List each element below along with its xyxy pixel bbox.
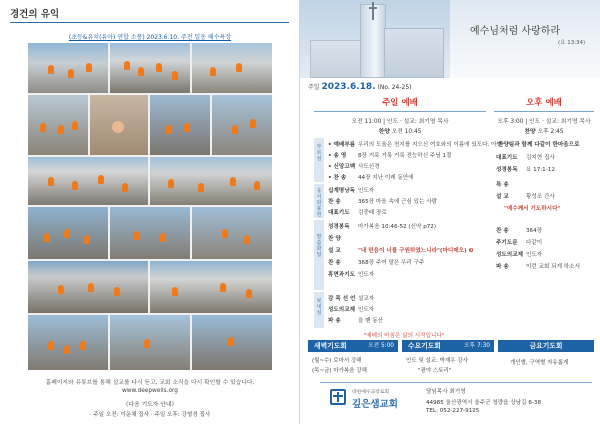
afternoon-service-time: 오후 3:00 | 인도 · 설교: 최기영 목사 — [497, 119, 591, 125]
church-name: 깊은샘교회 — [352, 399, 398, 410]
friday-line: 개인별, 구역별 자유롭게 — [510, 360, 569, 366]
church-address: 44985 울산광역시 울주군 청량읍 상남길 6-38 — [426, 400, 542, 406]
order-row — [328, 222, 436, 230]
friday-prayer-header — [498, 340, 594, 352]
wednesday-prayer-time: 오후 7:30 — [463, 343, 490, 349]
order-row — [496, 226, 542, 234]
church-building — [384, 28, 444, 78]
order-row — [328, 162, 380, 170]
afternoon-order — [496, 138, 596, 288]
photo — [192, 207, 272, 259]
row-value: 364장 — [526, 228, 543, 234]
row-label: 대표기도 — [496, 155, 518, 161]
row-value: 우리의 도움은 천지를 지으신 여호와의 이름에 있도다. 아멘 — [358, 142, 502, 148]
row-label: • 찬 송 — [328, 175, 347, 181]
row-label: 십계명낭독 — [328, 188, 356, 194]
photo — [110, 207, 190, 259]
date-prefix: 주일 — [308, 84, 320, 91]
choir-label: 찬양 — [524, 129, 536, 135]
row-value: 김중태 장로 — [358, 210, 387, 216]
row-value: 8장 거룩 거룩 거룩 전능하신 주님 1절 — [358, 153, 452, 159]
row-label: • 예배부름 — [328, 142, 356, 148]
photo — [212, 95, 272, 155]
row-label: 찬 송 — [328, 199, 341, 205]
banner-image — [300, 0, 600, 78]
choir-value: 오전 10:45 — [391, 129, 422, 135]
row-value: 368장 주여 말은 우리 구주 — [358, 260, 425, 266]
order-row — [496, 153, 555, 161]
bulletin-date — [308, 82, 412, 92]
main-choir-time — [314, 126, 486, 135]
row-value: 요 17:1-12 — [526, 167, 555, 173]
row-label: 성도의교제 — [496, 252, 524, 258]
photo — [28, 157, 148, 205]
row-label: 감 목 선 언 — [328, 296, 356, 302]
row-label: 찬 양 — [328, 236, 341, 242]
main-service-time: 오전 11:00 | 인도 · 설교: 최기영 목사 — [351, 119, 449, 125]
row-label: 휴면과기도 — [328, 272, 356, 278]
row-value: 인도자 — [358, 272, 375, 278]
row-label: 찬 송 — [328, 260, 341, 266]
afternoon-service-title: 오후 예배 — [526, 98, 562, 108]
photo — [28, 43, 108, 93]
next-prayer-line: · 주일 오전: 이운채 집사 · 주일 오후: 강형경 집사 — [89, 412, 211, 418]
cross-icon — [369, 2, 377, 20]
photo-collage — [28, 43, 272, 370]
dawn-prayer-title: 새벽기도회 — [314, 342, 347, 350]
order-row — [328, 316, 383, 324]
right-panel — [300, 0, 600, 424]
row-value: 인도자 — [526, 252, 543, 258]
order-row — [328, 140, 502, 148]
church-building — [310, 40, 362, 78]
order-row — [496, 192, 555, 200]
divider — [314, 111, 486, 112]
photo — [28, 315, 108, 370]
senior-pastor: 담임목사 최기영 — [426, 389, 466, 395]
sermon-title: "내 믿음이 너를 구원하였느니라"(마디매오) ❸ — [358, 248, 474, 254]
row-label: 파 송 — [328, 318, 341, 324]
order-row — [496, 238, 542, 246]
wednesday-prayer-header — [402, 340, 494, 352]
divider — [494, 111, 594, 112]
photo — [192, 43, 272, 93]
photo — [110, 43, 190, 93]
sermon-notice: 홈페이지와 유튜브를 통해 설교를 다시 듣고, 교회 소식을 다시 확인할 수 있습니다. — [45, 380, 255, 386]
row-value: 다같이 — [526, 240, 543, 246]
website-link[interactable]: www.deepwells.org — [122, 388, 178, 394]
row-label: • 송 영 — [328, 153, 347, 159]
row-label: 설 교 — [496, 194, 509, 200]
order-row — [328, 305, 374, 313]
motto-reference: (요 13:34) — [558, 40, 586, 46]
order-row — [496, 180, 526, 188]
row-label: 설 교 — [328, 248, 341, 254]
row-value: 사도신경 — [358, 164, 380, 170]
photo — [150, 157, 272, 205]
afternoon-choir-time — [494, 126, 594, 135]
photo — [28, 95, 88, 155]
order-row — [328, 186, 374, 194]
order-row — [328, 246, 473, 254]
order-section — [314, 138, 324, 182]
friday-prayer-title: 금요기도회 — [529, 342, 563, 350]
row-value: 인도자 — [358, 188, 375, 194]
order-row — [328, 208, 387, 216]
choir-value: 오후 2:45 — [537, 129, 564, 135]
photo — [110, 315, 190, 370]
photo — [90, 95, 148, 155]
church-logo-icon — [330, 389, 346, 405]
row-value: 365장 마음 속에 근심 있는 사람 — [358, 199, 438, 205]
photo — [192, 315, 272, 370]
row-value: 인도자 — [358, 307, 375, 313]
row-label: 성도의교제 — [328, 307, 356, 313]
section-label: 보내심 — [316, 298, 322, 316]
order-row — [328, 234, 358, 242]
row-label: 주기도문 — [496, 240, 518, 246]
order-row — [328, 151, 451, 159]
row-label: 파 송 — [496, 264, 509, 270]
main-order — [314, 138, 502, 330]
row-value: 을 땐 동산 — [358, 318, 384, 324]
order-row — [328, 173, 414, 181]
photo — [150, 261, 272, 313]
photo — [28, 207, 108, 259]
afternoon-intro: 찬양팀과 함께 다같이 한마음으로 — [498, 142, 580, 148]
dawn-line: (목~금) 마가복음 강해 — [312, 368, 367, 374]
denomination: 대한예수교장로회 — [352, 390, 390, 395]
order-row — [328, 197, 437, 205]
date-value: 2023.6.18. — [321, 82, 376, 92]
date-suffix: (No. 24-25) — [377, 84, 412, 91]
dawn-prayer-time: 오전 5:00 — [367, 343, 394, 349]
church-info — [320, 382, 592, 422]
order-row — [496, 165, 555, 173]
order-section — [314, 184, 324, 218]
row-label: 성경봉독 — [496, 167, 518, 173]
wednesday-line: "광야 스토리" — [418, 368, 452, 374]
photo — [150, 95, 210, 155]
row-label: 찬 송 — [496, 228, 509, 234]
row-label: 특 송 — [496, 182, 509, 188]
row-value: 김지현 집사 — [526, 155, 555, 161]
order-row — [328, 258, 424, 266]
worship-closing-phrase: "예배의 마침은 삶의 시작입니다" — [363, 333, 445, 339]
main-service-title: 주일 예배 — [382, 98, 418, 108]
row-value: 설교자 — [358, 296, 375, 302]
wednesday-line: 인도 및 설교: 박재우 강사 — [406, 358, 468, 364]
row-label: 대표기도 — [328, 210, 350, 216]
order-row — [496, 262, 580, 270]
section-title: 경건의 유익 — [10, 9, 60, 20]
row-value: 마가복음 10:46-52 (신약 p72) — [358, 224, 437, 230]
motto: 예수님처럼 사랑하라 — [470, 26, 561, 37]
afternoon-sermon-title: "예수께서 기도하시다" — [504, 206, 561, 212]
row-value: 황성조 간사 — [526, 194, 555, 200]
order-section — [314, 220, 324, 290]
church-phone: TEL: 052-227-9125 — [426, 408, 480, 414]
section-label: 말씀화답 — [316, 234, 322, 258]
choir-label: 찬양 — [378, 129, 390, 135]
row-label: 성경봉독 — [328, 224, 350, 230]
row-label: • 신앙고백 — [328, 164, 356, 170]
row-value: 이런 교회 되게 하소서 — [526, 264, 580, 270]
row-value: 44장 지난 이레 동안에 — [358, 175, 414, 181]
dawn-line: (월~수) 로마서 강해 — [312, 358, 362, 364]
wednesday-prayer-title: 수요기도회 — [408, 342, 441, 350]
title-underline — [10, 22, 289, 23]
section-label: 부르심 — [316, 144, 322, 162]
next-prayer-heading: 《다음 기도자 안내》 — [122, 402, 178, 408]
order-section — [314, 292, 324, 328]
dawn-prayer-header — [308, 340, 398, 352]
order-row — [328, 270, 374, 278]
order-row — [328, 294, 374, 302]
section-label: 응시와봉헌 — [316, 188, 322, 218]
photo — [28, 261, 148, 313]
photo-caption: (초등&유치(유아) 연합 소풍) 2023.6.10. 주전 일동 해수욕장 — [68, 34, 232, 41]
order-row — [496, 250, 542, 258]
